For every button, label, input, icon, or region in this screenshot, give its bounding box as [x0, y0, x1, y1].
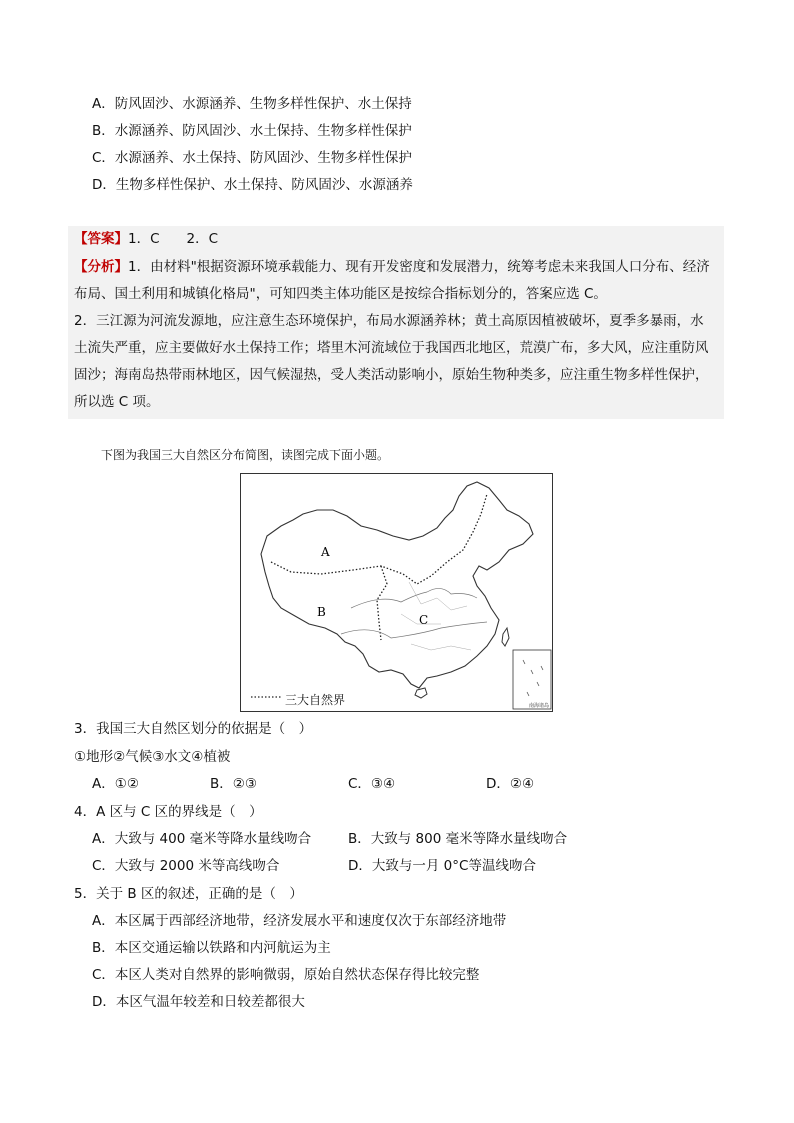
taiwan-island	[502, 628, 509, 646]
inset-box	[513, 650, 551, 709]
analysis-1-text: 1．由材料"根据资源环境承载能力、现有开发密度和发展潜力，统筹考虑未来我国人口分布、经济布局、国土利用和城镇化格局"，可知四类主体功能区是按综合指标划分的，答案应选 C。	[74, 259, 710, 302]
analysis-1	[74, 254, 716, 308]
option-b: B．水源涵养、防风固沙、水土保持、生物多样性保护	[92, 123, 412, 139]
map-caption: 下图为我国三大自然区分布简图，读图完成下面小题。	[101, 448, 390, 462]
q4-option-c: C．大致与 2000 米等高线吻合	[92, 858, 280, 874]
q4-option-a: A．大致与 400 毫米等降水量线吻合	[92, 831, 312, 847]
q3-stem: 3．我国三大自然区划分的依据是（ ）	[74, 721, 313, 737]
q4-option-d: D．大致与一月 0°C等温线吻合	[348, 858, 536, 874]
map-drawing	[241, 474, 554, 713]
q3-option-a: A．①②	[92, 776, 139, 792]
map-legend-label: 三大自然界	[285, 693, 346, 707]
option-c: C．水源涵养、水土保持、防风固沙、生物多样性保护	[92, 150, 412, 166]
china-map	[240, 473, 553, 712]
q5-option-a: A．本区属于西部经济地带，经济发展水平和速度仅次于东部经济地带	[92, 913, 507, 929]
q4-stem: 4．A 区与 C 区的界线是（ ）	[74, 804, 263, 820]
map-label-b: B	[317, 605, 326, 619]
q3-option-c: C．③④	[348, 776, 396, 792]
map-label-a: A	[321, 545, 330, 559]
hainan-island	[415, 688, 427, 698]
option-a: A．防风固沙、水源涵养、生物多样性保护、水土保持	[92, 96, 412, 112]
inset-label: 南海诸岛	[528, 703, 549, 709]
province-lines	[401, 582, 471, 650]
q3-sub: ①地形②气候③水文④植被	[74, 749, 231, 765]
q4-option-b: B．大致与 800 毫米等降水量线吻合	[348, 831, 568, 847]
analysis-2: 2．三江源为河流发源地，应注意生态环境保护，布局水源涵养林；黄土高原因植被破坏，夏季多暴雨，水土流失严重，应主要做好水土保持工作；塔里木河流域位于我国西北地区，荒漠广布，多大风，应注重防风固沙；海南岛热带雨林地区，因气候湿热，受人类活动影响小，原始生物种类多，应注重生物多样性保护，所以选 C 项。	[74, 313, 709, 410]
analysis-label: 【分析】	[74, 259, 128, 275]
q3-option-d: D．②④	[486, 776, 535, 792]
river-yangtze	[341, 622, 487, 638]
q5-stem: 5．关于 B 区的叙述，正确的是（ ）	[74, 886, 303, 902]
q5-option-d: D．本区气温年较差和日较差都很大	[92, 994, 305, 1010]
answer-label: 【答案】	[74, 231, 128, 247]
answer-text: 1．C 2．C	[128, 231, 219, 247]
option-d: D．生物多样性保护、水土保持、防风固沙、水源涵养	[92, 177, 413, 193]
china-outline	[261, 482, 533, 688]
q5-option-c: C．本区人类对自然界的影响微弱，原始自然状态保存得比较完整	[92, 967, 480, 983]
map-label-c: C	[419, 613, 429, 627]
answer-line	[74, 230, 218, 248]
q5-option-b: B．本区交通运输以铁路和内河航运为主	[92, 940, 331, 956]
boundary-b	[377, 566, 387, 640]
answer-box	[68, 226, 724, 419]
q3-option-b: B．②③	[210, 776, 257, 792]
